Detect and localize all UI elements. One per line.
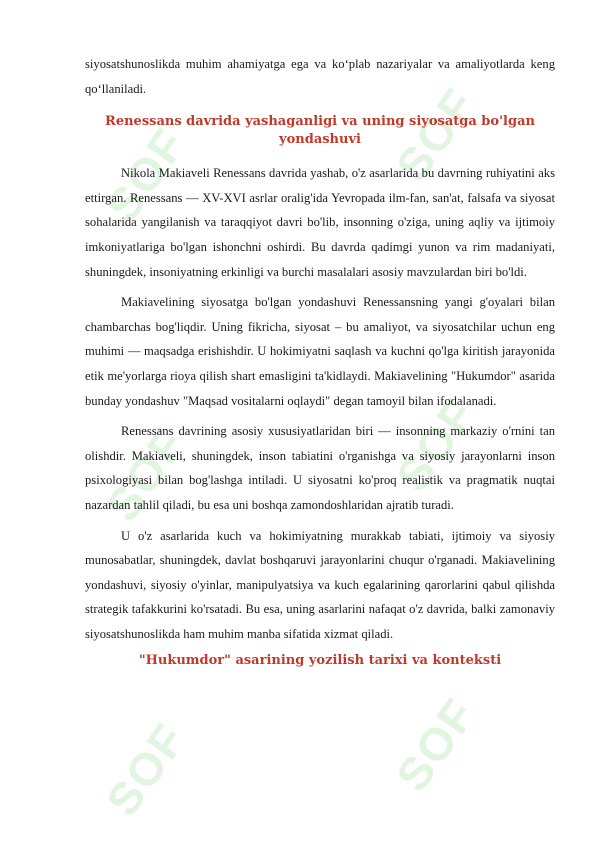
body-paragraph: Nikola Makiaveli Renessans davrida yashab, o'z asarlarida bu davrning ruhiyatini aks ettirgan. Renessans — XV-XVI asrlar oralig'ida Yevropada ilm-fan, san'at, falsafa va siyosat sohalarida yangilanish va taraqqiyot davri bo'lib, insonning o'ziga, uning aqliy va ijtimoiy imkoniyatlariga bo'lgan ishonchni oshirdi. Bu davrda qadimgi yunon va rim madaniyati, shuningdek, insoniyatning erkinligi va burchi masalalari asosiy mavzulardan biri bo'ldi. xyxy=(85,166,555,279)
watermark-text: SOF xyxy=(385,388,487,501)
body-paragraph: U o'z asarlarida kuch va hokimiyatning murakkab tabiati, ijtimoiy va siyosiy munosabatlar, shuningdek, davlat boshqaruvi jarayonlarini chuqur o'rganadi. Makiavelining yondashuvi, siyosiy o'yinlar, manipulyatsiya va kuch egalarining qarorlarini qabul qilishda strategik tafakkurini ko'rsatadi. Bu esa, uning asarlarini nafaqat o'z davrida, balki zamonaviy siyosatshunoslikda ham muhim manba sifatida xizmat qiladi. xyxy=(85,528,555,641)
watermark-text: SOF xyxy=(385,78,487,191)
body-paragraph: Renessans davrining asosiy xususiyatlaridan biri — insonning markaziy o'rnini tan olishdir. Makiaveli, shuningdek, inson tabiatini o'rganishga va siyosiy jarayonlarni inson psixologiyasi bilan bog'lashga intiladi. U siyosatni ko'proq realistik va pragmatik nuqtai nazardan tahlil qiladi, bu esa uni boshqa zamondoshlaridan ajratib turadi. xyxy=(85,424,555,512)
body-paragraph: Makiavelining siyosatga bo'lgan yondashuvi Renessansning yangi g'oyalari bilan chambarchas bog'liqdir. Uning fikricha, siyosat – bu amaliyot, va siyosatchilar uchun eng muhimi — maqsadga erishishdir. U hokimiyatni saqlash va kuchni qo'lga kiritish jarayonida etik me'yorlarga rioya qilish shart emasligini ta'kidlaydi. Makiavelining "Hukumdor" asarida bunday yondashuv "Maqsad vositalarni oqlaydi" degan tamoyil bilan ifodalanadi. xyxy=(85,295,555,408)
document-body xyxy=(85,52,555,682)
intro-paragraph: siyosatshunoslikda muhim ahamiyatga ega va koʻplab nazariyalar va amaliyotlarda keng qoʻllaniladi. xyxy=(85,57,555,96)
section-heading: "Hukumdor" asarining yozilish tarixi va konteksti xyxy=(138,653,502,669)
watermark-text: SOF xyxy=(385,688,487,801)
section-heading: Renessans davrida yashaganligi va uning siyosatga bo'lgan yondashuvi xyxy=(105,114,535,148)
watermark-text: SOF xyxy=(95,713,197,826)
watermark-text: SOF xyxy=(95,418,197,531)
watermark-text: SOF xyxy=(95,118,197,231)
